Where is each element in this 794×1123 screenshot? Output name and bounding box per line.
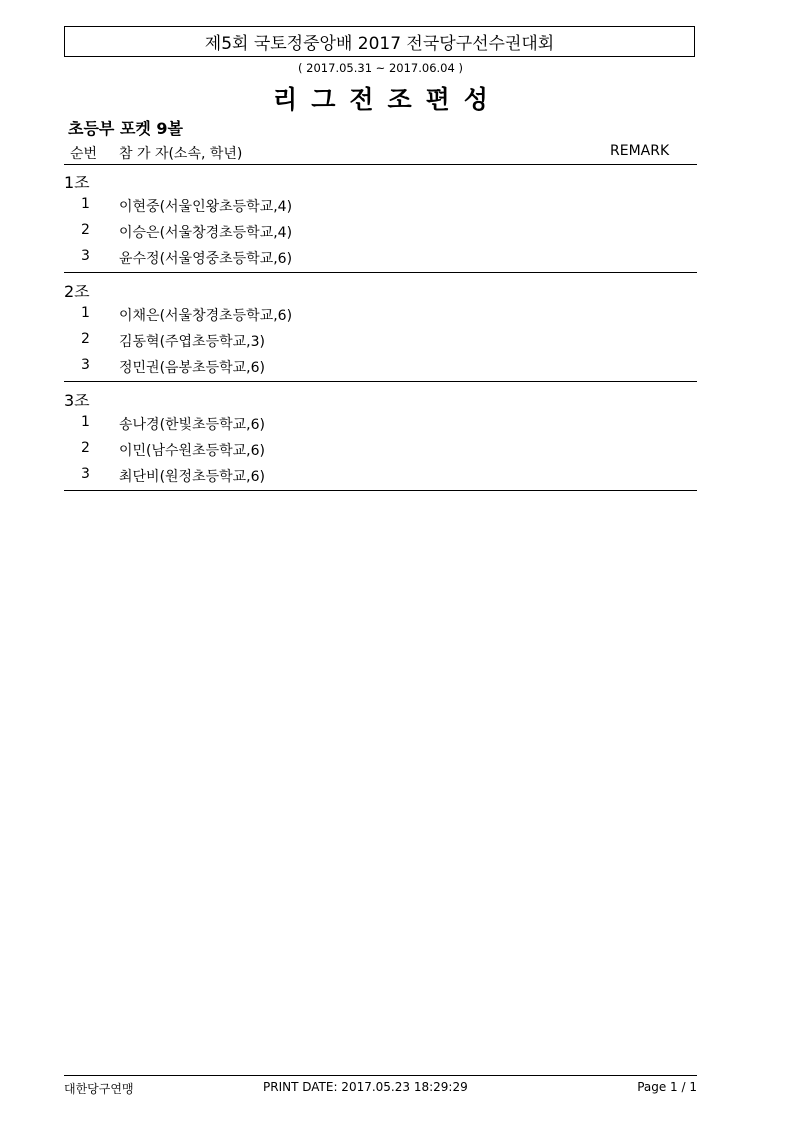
entry-number: 2: [81, 440, 90, 456]
entry-player: 이민(남수원초등학교,6): [119, 443, 265, 459]
group-name: 1조: [64, 173, 90, 192]
table-row: [64, 357, 697, 383]
entry-player: 이승은(서울창경초등학교,4): [119, 225, 293, 241]
table-row: [64, 248, 697, 274]
table-row: [64, 331, 697, 357]
table-row: [64, 196, 697, 222]
group-section: [64, 165, 697, 273]
group-list: [64, 165, 697, 491]
footer-organization: 대한당구연맹: [64, 1082, 134, 1096]
column-header-player: 참 가 자(소속, 학년): [119, 146, 243, 162]
group-section: [64, 383, 697, 491]
entry-player: 윤수정(서울영중초등학교,6): [119, 251, 293, 267]
tournament-title-box: [64, 26, 695, 57]
table-row: [64, 222, 697, 248]
entry-player: 최단비(원정초등학교,6): [119, 469, 265, 485]
column-header-remark: REMARK: [610, 143, 670, 159]
table-row: [64, 440, 697, 466]
entry-player: 이현중(서울인왕초등학교,4): [119, 199, 293, 215]
entry-number: 1: [81, 305, 90, 321]
footer-page-number: Page 1 / 1: [637, 1080, 697, 1094]
entry-number: 3: [81, 357, 90, 373]
group-name: 3조: [64, 391, 90, 410]
column-header-no: 순번: [70, 146, 98, 162]
entry-number: 3: [81, 248, 90, 264]
entry-number: 2: [81, 331, 90, 347]
date-range: ( 2017.05.31 ~ 2017.06.04 ): [298, 61, 463, 75]
division-title: 초등부 포켓 9볼: [68, 119, 184, 138]
column-header-row: [64, 143, 697, 165]
entry-number: 3: [81, 466, 90, 482]
entry-player: 이채은(서울창경초등학교,6): [119, 308, 293, 324]
document-heading: 리그전조편성: [273, 85, 502, 114]
entry-player: 김동혁(주엽초등학교,3): [119, 334, 265, 350]
entry-player: 정민권(음봉초등학교,6): [119, 360, 265, 376]
group-section: [64, 274, 697, 382]
group-name: 2조: [64, 282, 90, 301]
table-row: [64, 305, 697, 331]
page-footer: [64, 1075, 697, 1096]
table-row: [64, 414, 697, 440]
entry-number: 2: [81, 222, 90, 238]
tournament-title: 제5회 국토정중앙배 2017 전국당구선수권대회: [204, 34, 555, 54]
footer-print-date: PRINT DATE: 2017.05.23 18:29:29: [263, 1080, 468, 1094]
entry-number: 1: [81, 196, 90, 212]
entry-player: 송나경(한빛초등학교,6): [119, 417, 265, 433]
entry-number: 1: [81, 414, 90, 430]
table-row: [64, 466, 697, 492]
